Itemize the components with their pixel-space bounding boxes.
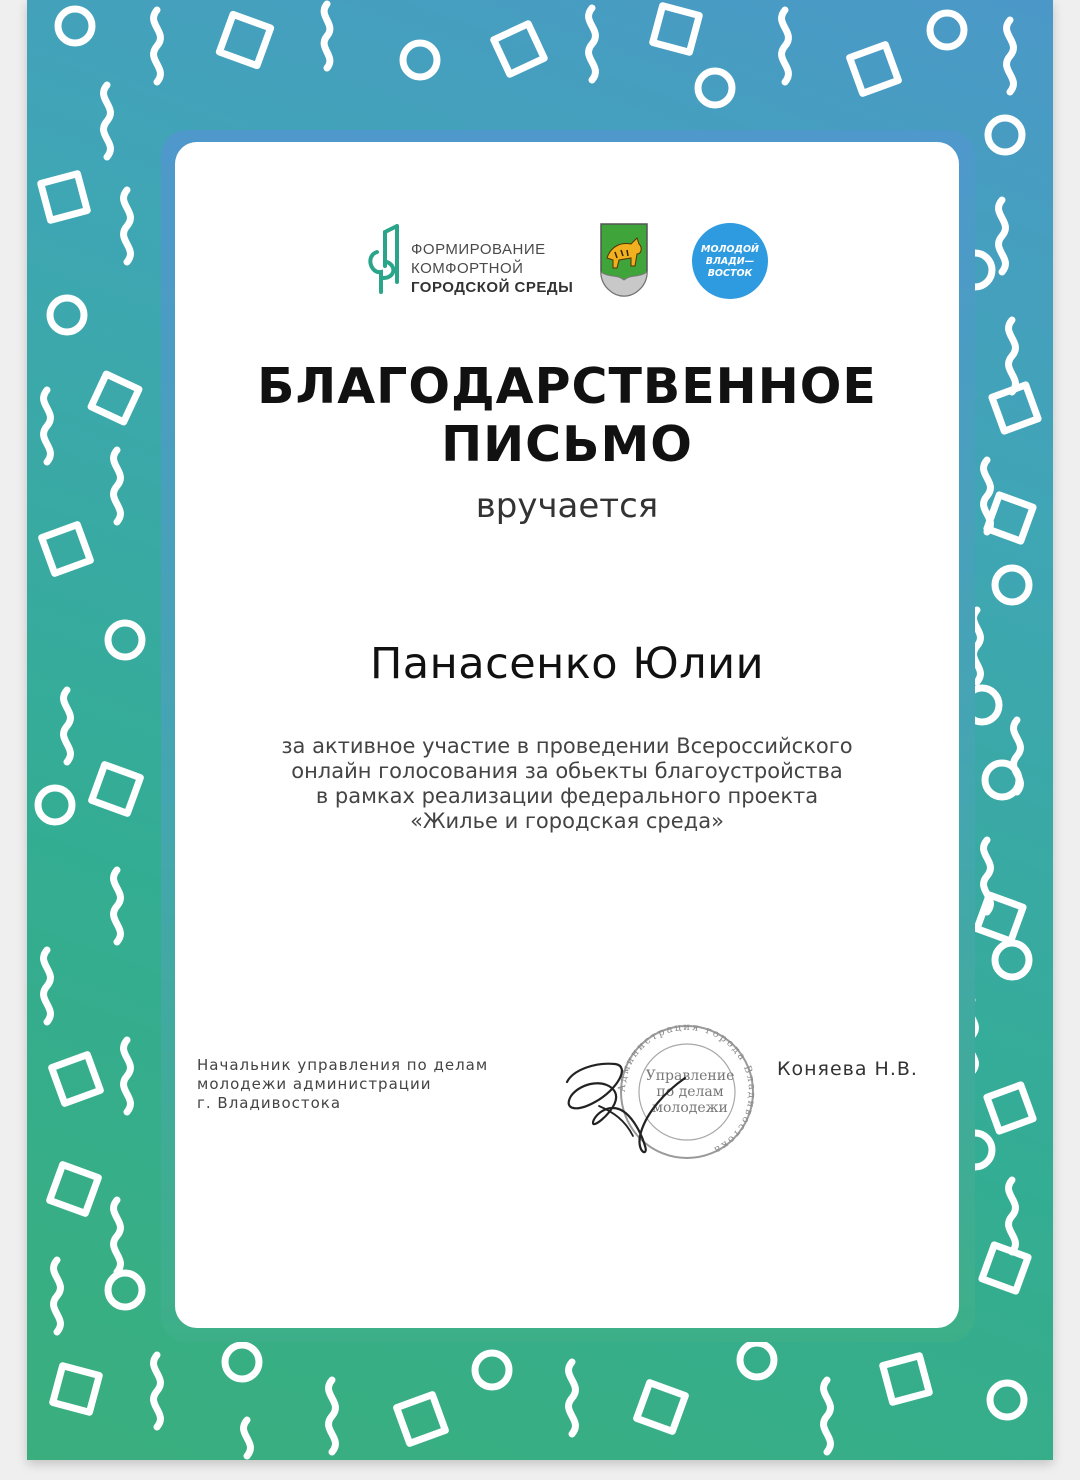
stamp-line3: молодежи: [652, 1100, 728, 1116]
position-line: молодежи администрации: [197, 1075, 432, 1093]
fgs-logo: [367, 222, 577, 302]
title-line2: ПИСЬМО: [441, 416, 693, 473]
reason-line: в рамках реализации федерального проекта: [315, 784, 819, 808]
reason-text: [175, 734, 959, 834]
stamp-line2: по делам: [656, 1084, 724, 1100]
logos-row: [175, 222, 959, 312]
mv-line1: МОЛОДОЙ: [701, 244, 759, 255]
reason-line: за активное участие в проведении Всероссийского: [281, 734, 853, 758]
vladivostok-tiger-coat-of-arms-icon: [599, 222, 649, 298]
molodoy-vladivostok-logo: [691, 222, 769, 300]
fgs-logo-text: [411, 240, 573, 297]
official-stamp-with-signature: [555, 1012, 765, 1172]
certificate-card: [175, 142, 959, 1328]
building-icon: [367, 222, 407, 294]
stamp-ring-text: Администрация города Владивостока: [616, 1021, 758, 1157]
reason-line: «Жилье и городская среда»: [410, 809, 724, 833]
fgs-line2: КОМФОРТНОЙ: [411, 260, 524, 277]
recipient-name: Панасенко Юлии: [369, 639, 765, 689]
mv-line3: ВОСТОК: [707, 268, 753, 279]
title-line1: БЛАГОДАРСТВЕННОЕ: [257, 358, 877, 415]
signer-position: [197, 1056, 488, 1113]
stamp-line1: Управление: [645, 1068, 735, 1084]
document-title: [175, 358, 959, 474]
signer-name: Коняева Н.В.: [777, 1058, 918, 1080]
fgs-line1: ФОРМИРОВАНИЕ: [411, 241, 546, 258]
subtitle: вручается: [475, 486, 659, 526]
mv-line2: ВЛАДИ—: [705, 256, 755, 267]
reason-line: онлайн голосования за обьекты благоустройства: [291, 759, 843, 783]
fgs-line3: ГОРОДСКОЙ СРЕДЫ: [411, 279, 574, 296]
position-line: г. Владивостока: [197, 1094, 342, 1112]
position-line: Начальник управления по делам: [197, 1056, 489, 1074]
